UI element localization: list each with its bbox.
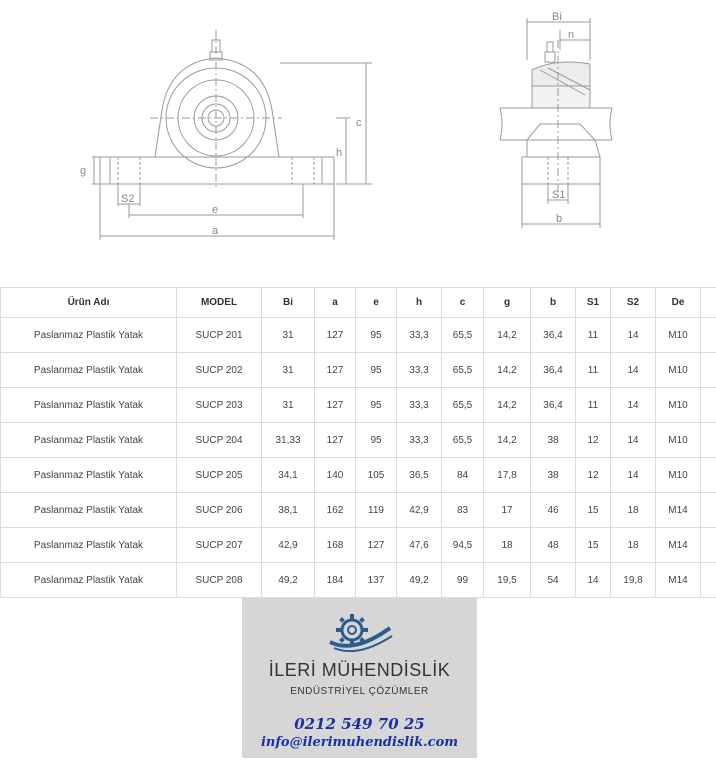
cell-a: 162: [315, 493, 356, 528]
header-s2: S2: [611, 288, 656, 318]
cell-g: 19,5: [484, 563, 531, 598]
dim-label-s2: S2: [121, 193, 135, 205]
cell-g: 17: [484, 493, 531, 528]
dim-label-c: c: [356, 117, 362, 129]
cell-e: 95: [356, 388, 397, 423]
cell-s1: 12: [576, 423, 611, 458]
cell-empty: [701, 493, 716, 528]
header-s1: S1: [576, 288, 611, 318]
cell-urun-adi: Paslanmaz Plastik Yatak: [1, 528, 177, 563]
cell-model: SUCP 207: [177, 528, 262, 563]
cell-c: 65,5: [442, 388, 484, 423]
cell-s2: 14: [611, 458, 656, 493]
cell-model: SUCP 202: [177, 353, 262, 388]
cell-bi: 31: [262, 318, 315, 353]
cell-s2: 19,8: [611, 563, 656, 598]
cell-h: 33,3: [397, 353, 442, 388]
cell-s2: 14: [611, 388, 656, 423]
cell-b: 46: [531, 493, 576, 528]
cell-de: M14: [656, 493, 701, 528]
cell-s2: 14: [611, 353, 656, 388]
cell-empty: [701, 388, 716, 423]
cell-s2: 18: [611, 528, 656, 563]
cell-e: 95: [356, 353, 397, 388]
front-view: [92, 30, 372, 240]
dim-label-n: n: [568, 29, 575, 41]
cell-urun-adi: Paslanmaz Plastik Yatak: [1, 423, 177, 458]
cell-urun-adi: Paslanmaz Plastik Yatak: [1, 318, 177, 353]
dim-label-e: e: [212, 204, 219, 216]
cell-g: 14,2: [484, 318, 531, 353]
cell-a: 184: [315, 563, 356, 598]
cell-h: 49,2: [397, 563, 442, 598]
cell-a: 127: [315, 318, 356, 353]
cell-h: 47,6: [397, 528, 442, 563]
dim-label-h: h: [336, 147, 343, 159]
cell-empty: [701, 423, 716, 458]
dim-label-a: a: [212, 225, 219, 237]
cell-model: SUCP 206: [177, 493, 262, 528]
cell-b: 48: [531, 528, 576, 563]
side-dimension-labels: [552, 11, 574, 225]
header-e: e: [356, 288, 397, 318]
cell-de: M10: [656, 423, 701, 458]
cell-g: 17,8: [484, 458, 531, 493]
cell-b: 36,4: [531, 353, 576, 388]
cell-c: 83: [442, 493, 484, 528]
spec-table: [0, 287, 716, 598]
cell-h: 42,9: [397, 493, 442, 528]
dim-label-s1: S1: [552, 189, 566, 201]
cell-urun-adi: Paslanmaz Plastik Yatak: [1, 388, 177, 423]
cell-s1: 11: [576, 388, 611, 423]
cell-urun-adi: Paslanmaz Plastik Yatak: [1, 493, 177, 528]
table-row: [1, 388, 716, 423]
cell-s2: 18: [611, 493, 656, 528]
cell-a: 168: [315, 528, 356, 563]
header-empty: [701, 288, 716, 318]
header-c: c: [442, 288, 484, 318]
cell-a: 140: [315, 458, 356, 493]
header-urun-adi: Ürün Adı: [1, 288, 177, 318]
header-b: b: [531, 288, 576, 318]
cell-de: M14: [656, 563, 701, 598]
cell-de: M10: [656, 318, 701, 353]
cell-bi: 31: [262, 388, 315, 423]
cell-g: 18: [484, 528, 531, 563]
cell-a: 127: [315, 388, 356, 423]
table-row: [1, 318, 716, 353]
front-dimension-labels: [80, 117, 362, 237]
cell-de: M14: [656, 528, 701, 563]
cell-empty: [701, 353, 716, 388]
cell-c: 65,5: [442, 423, 484, 458]
cell-c: 65,5: [442, 318, 484, 353]
cell-c: 94,5: [442, 528, 484, 563]
cell-h: 33,3: [397, 423, 442, 458]
cell-de: M10: [656, 458, 701, 493]
cell-b: 38: [531, 458, 576, 493]
table-body: [1, 318, 716, 598]
cell-bi: 49,2: [262, 563, 315, 598]
cell-bi: 31,33: [262, 423, 315, 458]
cell-a: 127: [315, 423, 356, 458]
cell-bi: 38,1: [262, 493, 315, 528]
cell-c: 84: [442, 458, 484, 493]
contact-phone[interactable]: 0212 549 70 25: [294, 715, 425, 733]
cell-model: SUCP 203: [177, 388, 262, 423]
cell-s1: 14: [576, 563, 611, 598]
cell-c: 99: [442, 563, 484, 598]
cell-a: 127: [315, 353, 356, 388]
header-h: h: [397, 288, 442, 318]
technical-drawing: [0, 0, 716, 285]
cell-e: 95: [356, 423, 397, 458]
cell-model: SUCP 204: [177, 423, 262, 458]
cell-bi: 34,1: [262, 458, 315, 493]
table-row: [1, 458, 716, 493]
cell-urun-adi: Paslanmaz Plastik Yatak: [1, 458, 177, 493]
cell-de: M10: [656, 388, 701, 423]
cell-e: 95: [356, 318, 397, 353]
table-header-row: [1, 288, 716, 318]
cell-e: 119: [356, 493, 397, 528]
cell-s1: 12: [576, 458, 611, 493]
cell-model: SUCP 208: [177, 563, 262, 598]
company-name: İLERİ MÜHENDİSLİK: [268, 660, 451, 680]
cell-b: 38: [531, 423, 576, 458]
gear-globe-icon: [324, 608, 396, 654]
table-row: [1, 353, 716, 388]
cell-bi: 42,9: [262, 528, 315, 563]
cell-e: 105: [356, 458, 397, 493]
cell-model: SUCP 205: [177, 458, 262, 493]
header-de: De: [656, 288, 701, 318]
company-tagline: ENDÜSTRİYEL ÇÖZÜMLER: [290, 686, 429, 697]
cell-b: 36,4: [531, 318, 576, 353]
cell-model: SUCP 201: [177, 318, 262, 353]
table-row: [1, 528, 716, 563]
table-row: [1, 423, 716, 458]
company-logo-banner: [242, 598, 477, 758]
cell-h: 33,3: [397, 388, 442, 423]
dim-label-bi: Bi: [552, 11, 562, 23]
cell-b: 54: [531, 563, 576, 598]
cell-empty: [701, 563, 716, 598]
cell-g: 14,2: [484, 353, 531, 388]
cell-bi: 31: [262, 353, 315, 388]
header-g: g: [484, 288, 531, 318]
contact-email[interactable]: info@ilerimuhendislik.com: [260, 735, 459, 750]
header-model: MODEL: [177, 288, 262, 318]
cell-de: M10: [656, 353, 701, 388]
cell-g: 14,2: [484, 423, 531, 458]
cell-s1: 11: [576, 318, 611, 353]
cell-e: 127: [356, 528, 397, 563]
cell-s2: 14: [611, 318, 656, 353]
cell-s1: 11: [576, 353, 611, 388]
table-row: [1, 563, 716, 598]
cell-empty: [701, 318, 716, 353]
cell-c: 65,5: [442, 353, 484, 388]
cell-s1: 15: [576, 528, 611, 563]
bearing-drawing-svg: [0, 0, 716, 285]
cell-b: 36,4: [531, 388, 576, 423]
cell-s2: 14: [611, 423, 656, 458]
header-bi: Bi: [262, 288, 315, 318]
cell-e: 137: [356, 563, 397, 598]
cell-urun-adi: Paslanmaz Plastik Yatak: [1, 563, 177, 598]
table-row: [1, 493, 716, 528]
dim-label-b: b: [556, 213, 563, 225]
cell-urun-adi: Paslanmaz Plastik Yatak: [1, 353, 177, 388]
cell-h: 36,5: [397, 458, 442, 493]
cell-g: 14,2: [484, 388, 531, 423]
cell-empty: [701, 528, 716, 563]
cell-s1: 15: [576, 493, 611, 528]
dim-label-g: g: [80, 165, 87, 177]
cell-h: 33,3: [397, 318, 442, 353]
cell-empty: [701, 458, 716, 493]
header-a: a: [315, 288, 356, 318]
